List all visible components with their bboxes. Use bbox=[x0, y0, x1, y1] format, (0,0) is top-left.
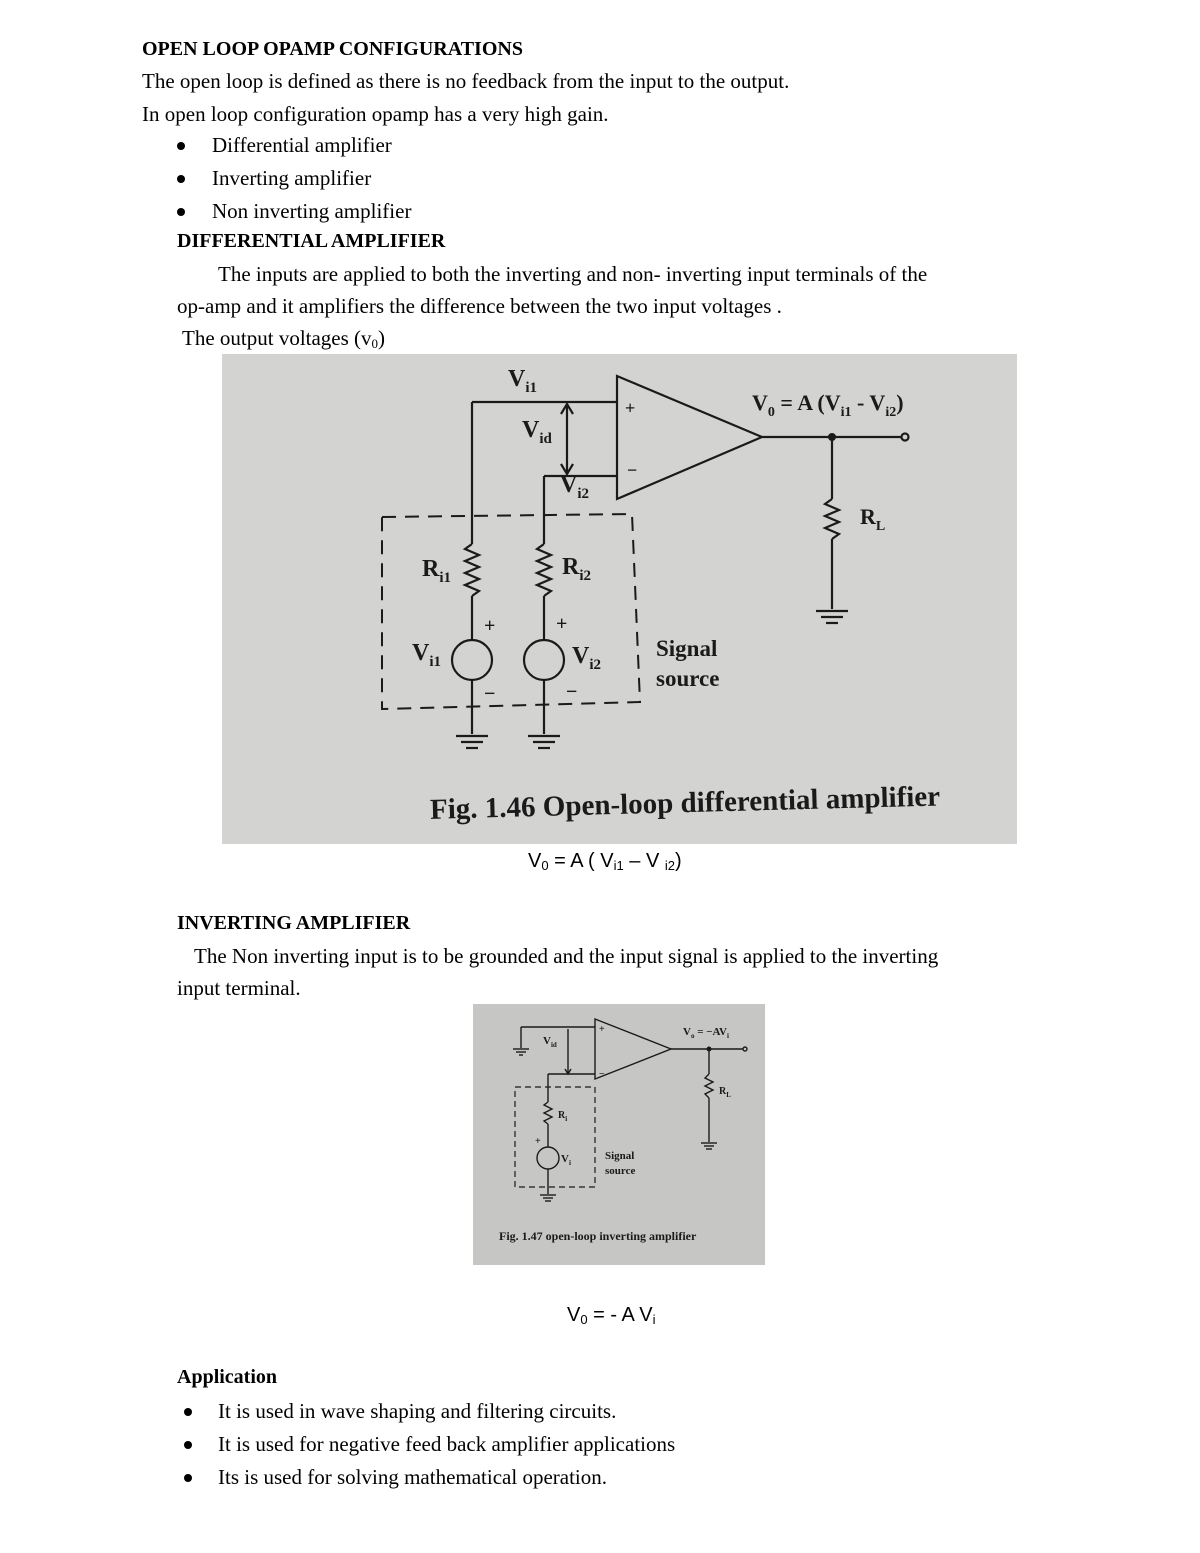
list-item: It is used for negative feed back amplifier applications bbox=[218, 1432, 676, 1456]
paragraph-line: The inputs are applied to both the inverting and non- inverting input terminals of the bbox=[218, 262, 928, 286]
output-suffix: ) bbox=[378, 326, 386, 350]
figure-caption-147: Fig. 1.47 open-loop inverting amplifier bbox=[499, 1229, 697, 1243]
inv-label-plus: + bbox=[599, 1024, 605, 1035]
label-vi1-top: $V_{i1}$ bbox=[508, 366, 538, 396]
list-item: It is used in wave shaping and filtering circuits. bbox=[218, 1399, 617, 1423]
label-plus-src1: + bbox=[484, 615, 496, 637]
bullet-dot bbox=[177, 208, 185, 216]
section-heading-inverting: INVERTING AMPLIFIER bbox=[177, 912, 411, 934]
inv-label-src-plus: + bbox=[535, 1136, 541, 1147]
label-vid: $V_{id}$ bbox=[522, 417, 552, 447]
page-title: OPEN LOOP OPAMP CONFIGURATIONS bbox=[142, 38, 523, 60]
output-voltage-line bbox=[182, 325, 385, 357]
intro-line-2: In open loop configuration opamp has a very high gain. bbox=[142, 102, 609, 126]
bullet-dot bbox=[184, 1408, 192, 1416]
figure-inverting-amplifier bbox=[473, 1004, 765, 1265]
equation-inverting: $V_0$ = - A $V_i$ bbox=[567, 1304, 656, 1327]
paragraph-line: The Non inverting input is to be grounded and the input signal is applied to the inverting bbox=[194, 944, 939, 968]
output-sub: 0 bbox=[371, 336, 379, 351]
figure-differential-amplifier bbox=[222, 354, 1017, 844]
label-plus-input: + bbox=[625, 398, 636, 418]
inv-label-minus: − bbox=[599, 1069, 605, 1080]
label-minus-input: − bbox=[627, 460, 638, 480]
output-text: The output voltages (v bbox=[182, 326, 372, 350]
section-heading-application: Application bbox=[177, 1366, 278, 1388]
inv-label-output: $V_o = -AV_i$ bbox=[683, 1026, 729, 1040]
paragraph-line: input terminal. bbox=[177, 976, 301, 1000]
inv-label-rl: $R_L$ bbox=[719, 1086, 731, 1099]
label-minus-src2: − bbox=[566, 681, 578, 703]
inv-label-source: source bbox=[605, 1165, 636, 1177]
label-rl: $R_L$ bbox=[860, 504, 886, 534]
label-src-vi2: $V_{i2}$ bbox=[572, 643, 602, 673]
section-heading-differential: DIFFERENTIAL AMPLIFIER bbox=[177, 230, 446, 252]
list-item: Non inverting amplifier bbox=[212, 199, 412, 223]
label-output-equation: $V_0 = A$ $(V_{i1} - V_{i2})$ bbox=[752, 390, 904, 420]
inv-label-vid: $V_{id}$ bbox=[543, 1035, 557, 1049]
label-ri2: $R_{i2}$ bbox=[562, 554, 592, 584]
list-item: Its is used for solving mathematical operation. bbox=[218, 1465, 607, 1489]
bullet-dot bbox=[177, 142, 185, 150]
inv-label-vi: $V_i$ bbox=[561, 1153, 571, 1167]
bullet-dot bbox=[184, 1474, 192, 1482]
bullet-dot bbox=[184, 1441, 192, 1449]
list-item: Inverting amplifier bbox=[212, 166, 372, 190]
figure-caption-146: Fig. 1.46 Open-loop differential amplifier bbox=[429, 780, 941, 826]
label-plus-src2: + bbox=[556, 613, 568, 635]
bullet-dot bbox=[177, 175, 185, 183]
intro-line-1: The open loop is defined as there is no feedback from the input to the output. bbox=[142, 69, 790, 93]
label-signal: Signal bbox=[656, 636, 718, 661]
equation-differential: $V_0 = A$ ( $V_{i1}$ – V $_{i2}$) bbox=[528, 850, 682, 873]
opamp-symbol bbox=[617, 376, 762, 499]
label-ri1: $R_{i1}$ bbox=[422, 556, 452, 586]
label-vi2-top: $V_{i2}$ bbox=[560, 472, 590, 502]
inv-label-signal: Signal bbox=[605, 1150, 635, 1162]
label-minus-src1: − bbox=[484, 683, 496, 705]
label-src-vi1: $V_{i1}$ bbox=[412, 640, 442, 670]
paragraph-line: op-amp and it amplifiers the difference between the two input voltages . bbox=[177, 294, 782, 318]
differential-circuit-diagram bbox=[222, 354, 1017, 844]
label-source: source bbox=[656, 666, 720, 691]
inverting-circuit-diagram bbox=[473, 1004, 765, 1265]
inv-label-ri: $R_i$ bbox=[558, 1110, 568, 1123]
list-item: Differential amplifier bbox=[212, 133, 392, 157]
